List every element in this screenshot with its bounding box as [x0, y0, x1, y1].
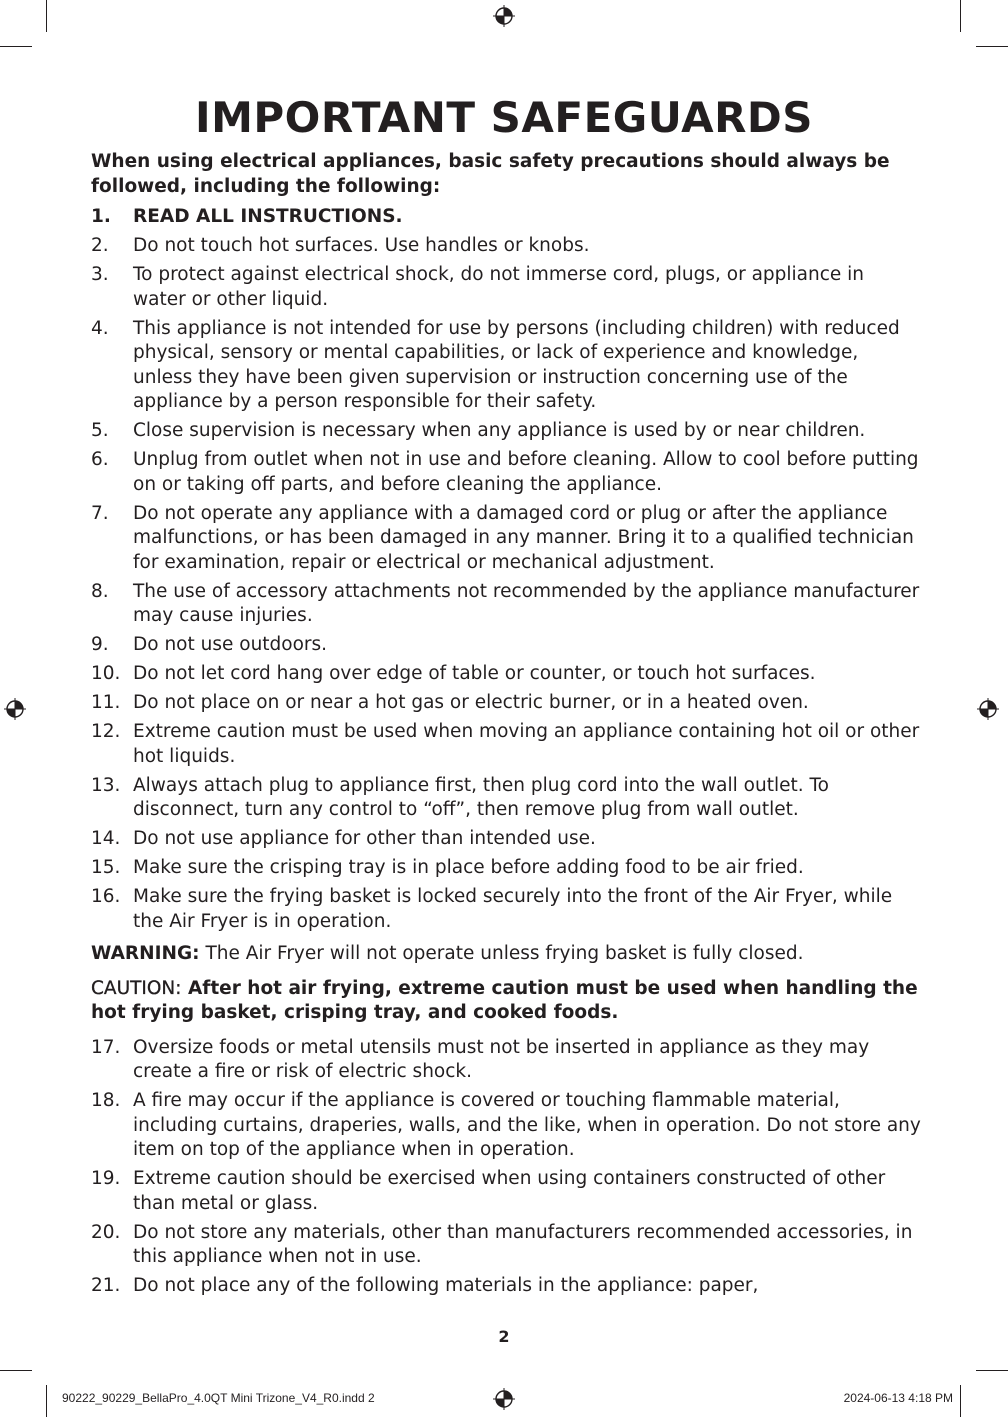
item-number: 16. — [91, 886, 121, 907]
item-number: 15. — [91, 857, 121, 878]
item-text: Do not place on or near a hot gas or electric burner, or in a heated oven. — [133, 692, 809, 713]
warning-text: The Air Fryer will not operate unless frying basket is fully closed. — [199, 943, 804, 964]
crop-mark — [46, 0, 47, 32]
list-item — [91, 419, 921, 444]
item-number: 13. — [91, 774, 121, 796]
item-text: Do not use outdoors. — [133, 634, 328, 655]
item-number: 21. — [91, 1275, 121, 1296]
crop-mark — [960, 1385, 961, 1417]
list-item — [91, 662, 921, 687]
registration-mark-icon — [493, 5, 515, 27]
item-number: 8. — [91, 580, 109, 602]
list-item — [91, 856, 921, 881]
list-item — [91, 1274, 921, 1299]
crop-mark — [976, 1370, 1008, 1371]
safeguards-list — [91, 1036, 921, 1299]
list-item — [91, 1089, 921, 1163]
list-item — [91, 448, 921, 497]
item-text: Extreme caution should be exercised when using containers constructed of other than metal or glass. — [133, 1168, 886, 1214]
item-number: 6. — [91, 449, 109, 470]
item-number: 19. — [91, 1168, 121, 1189]
item-number: 18. — [91, 1090, 121, 1111]
item-text: Oversize foods or metal utensils must not be inserted in appliance as they may create a fire or risk of electric shock. — [133, 1036, 870, 1082]
list-item — [91, 317, 921, 415]
list-item — [91, 774, 921, 823]
registration-mark-icon — [493, 1388, 515, 1410]
slug-file: 90222_90229_BellaPro_4.0QT Mini Trizone_V4_R0.indd 2 — [62, 1391, 375, 1405]
list-item — [91, 1036, 921, 1085]
safeguards-content — [91, 150, 921, 1303]
page-title: IMPORTANT SAFEGUARDS — [194, 93, 814, 142]
item-number: 17. — [91, 1036, 121, 1058]
item-number: 2. — [91, 235, 109, 256]
registration-mark-icon — [4, 698, 26, 720]
caution-text: After hot air frying, extreme caution must be used when handling the hot frying basket, crisping tray, and cooked foods. — [91, 977, 918, 1023]
list-item — [91, 827, 921, 852]
item-text: Do not let cord hang over edge of table or counter, or touch hot surfaces. — [133, 663, 816, 684]
item-number: 3. — [91, 264, 109, 285]
item-text: Do not store any materials, other than manufacturers recommended accessories, in this appliance when not in use. — [133, 1221, 913, 1267]
item-text: A fire may occur if the appliance is covered or touching flammable material, including curtains, draperies, walls, and the like, when in operation. Do not store any item on top of the appliance when in operation. — [133, 1090, 921, 1160]
list-item — [91, 205, 921, 230]
list-item — [91, 1167, 921, 1216]
item-number: 11. — [91, 692, 121, 713]
slug-date: 2024-06-13 4:18 PM — [843, 1391, 953, 1405]
item-text: Make sure the crisping tray is in place before adding food to be air fried. — [133, 857, 804, 878]
item-number: 20. — [91, 1221, 121, 1243]
item-text: The use of accessory attachments not recommended by the appliance manufacturer may cause injuries. — [133, 580, 920, 626]
registration-mark-icon — [977, 698, 999, 720]
list-item — [91, 1221, 921, 1270]
caution-note — [91, 977, 921, 1026]
item-number: 7. — [91, 502, 109, 524]
item-text: To protect against electrical shock, do not immerse cord, plugs, or appliance in water or other liquid. — [133, 264, 865, 310]
list-item — [91, 263, 921, 312]
warning-note — [91, 942, 921, 967]
item-number: 12. — [91, 721, 121, 742]
page-number: 2 — [498, 1327, 510, 1346]
warning-label: WARNING: — [91, 943, 200, 964]
item-number: 14. — [91, 828, 121, 849]
item-text: Always attach plug to appliance first, then plug cord into the wall outlet. To disconnect, turn any control to “off”, then remove plug from wall outlet. — [133, 774, 829, 820]
crop-mark — [0, 46, 32, 47]
caution-label: CAUTION: — [91, 977, 182, 999]
intro-text: When using electrical appliances, basic safety precautions should always be followed, including the following: — [91, 151, 890, 197]
list-item — [91, 691, 921, 716]
item-text: Do not touch hot surfaces. Use handles or knobs. — [133, 235, 590, 256]
item-number: 9. — [91, 634, 109, 655]
item-text: Do not operate any appliance with a damaged cord or plug or after the appliance malfunctions, or has been damaged in any manner. Bring it to a qualified technician for examination, repair or electrical or mechanical adjustment. — [133, 502, 914, 573]
list-item — [91, 502, 921, 576]
list-item — [91, 234, 921, 259]
item-text: Unplug from outlet when not in use and before cleaning. Allow to cool before putting on or taking off parts, and before cleaning the appliance. — [133, 449, 919, 495]
item-number: 5. — [91, 420, 109, 441]
item-text: Do not place any of the following materials in the appliance: paper, — [133, 1275, 759, 1296]
safeguards-list — [91, 205, 921, 934]
item-text: Close supervision is necessary when any appliance is used by or near children. — [133, 420, 866, 441]
item-text: READ ALL INSTRUCTIONS. — [133, 206, 403, 227]
list-item — [91, 633, 921, 658]
list-item — [91, 720, 921, 769]
list-item — [91, 885, 921, 934]
list-item — [91, 580, 921, 629]
item-text: Extreme caution must be used when moving an appliance containing hot oil or other hot liquids. — [133, 721, 920, 767]
item-number: 4. — [91, 317, 109, 339]
item-text: Make sure the frying basket is locked securely into the front of the Air Fryer, while the Air Fryer is in operation. — [133, 886, 893, 932]
crop-mark — [46, 1385, 47, 1417]
crop-mark — [976, 46, 1008, 47]
crop-mark — [960, 0, 961, 32]
item-text: This appliance is not intended for use by persons (including children) with reduced physical, sensory or mental capabilities, or lack of experience and knowledge, unless they have been given supervision or instruction concerning use of the appliance by a person responsible for their safety. — [133, 317, 900, 412]
item-number: 1. — [91, 206, 111, 227]
item-number: 10. — [91, 663, 121, 684]
item-text: Do not use appliance for other than intended use. — [133, 828, 596, 849]
crop-mark — [0, 1370, 32, 1371]
